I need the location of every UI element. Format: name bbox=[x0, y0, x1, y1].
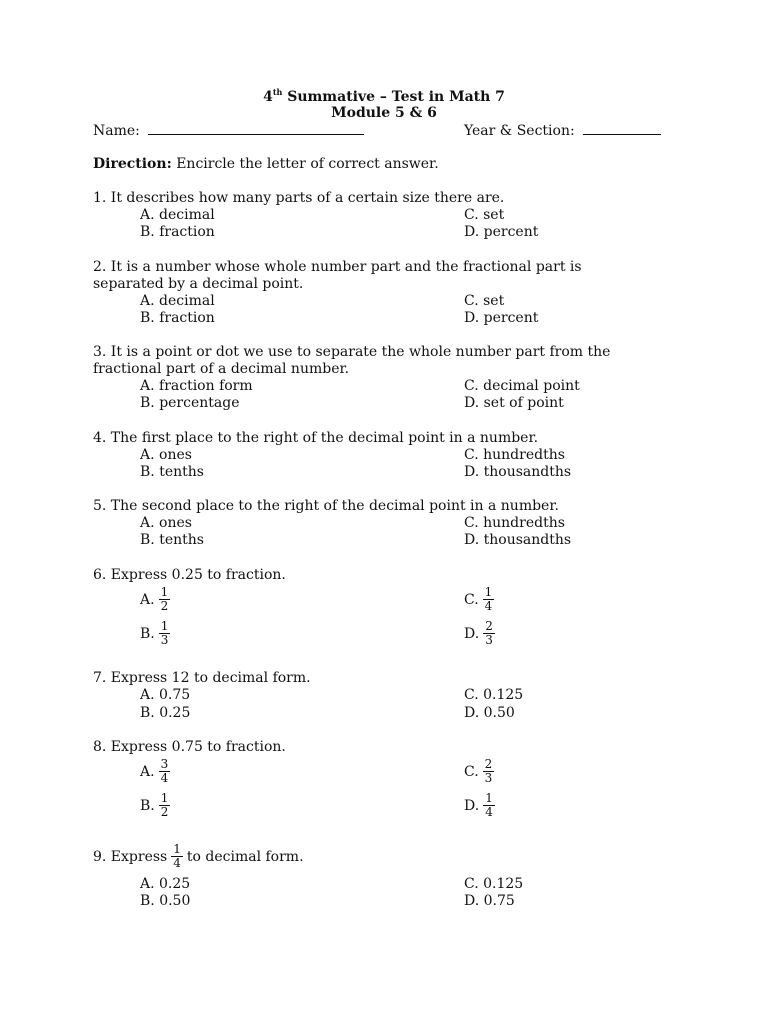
question-7-option-c[interactable]: C. 0.125 bbox=[464, 687, 524, 703]
question-2-option-d[interactable]: D. percent bbox=[464, 310, 539, 326]
question-8-option-c[interactable] bbox=[464, 758, 494, 785]
question-5-option-d[interactable]: D. thousandths bbox=[464, 532, 572, 548]
question-3-stem-line-1: 3. It is a point or dot we use to separate the whole number part from the bbox=[93, 344, 611, 360]
question-7-stem: 7. Express 12 to decimal form. bbox=[93, 670, 311, 686]
option-letter: D. bbox=[464, 625, 480, 642]
question-9-option-a[interactable]: A. 0.25 bbox=[140, 876, 191, 892]
question-5-option-a[interactable]: A. ones bbox=[140, 515, 192, 531]
fraction-denominator: 4 bbox=[485, 805, 493, 819]
question-7-option-b[interactable]: B. 0.25 bbox=[140, 705, 191, 721]
question-4-option-b[interactable]: B. tenths bbox=[140, 464, 204, 480]
fraction bbox=[171, 843, 183, 870]
option-letter: D. bbox=[464, 797, 480, 814]
question-3-option-b[interactable]: B. percentage bbox=[140, 395, 240, 411]
year-section-label: Year & Section: bbox=[464, 123, 575, 139]
question-6-option-b[interactable] bbox=[140, 620, 170, 647]
option-letter: A. bbox=[140, 763, 155, 780]
question-1-option-a[interactable]: A. decimal bbox=[140, 207, 215, 223]
option-letter: C. bbox=[464, 591, 479, 608]
fraction bbox=[483, 758, 495, 785]
question-9-option-d[interactable]: D. 0.75 bbox=[464, 893, 515, 909]
fraction-denominator: 3 bbox=[484, 771, 493, 785]
question-4-option-d[interactable]: D. thousandths bbox=[464, 464, 572, 480]
fraction bbox=[159, 758, 171, 785]
fraction-numerator: 1 bbox=[173, 842, 181, 856]
question-1-option-c[interactable]: C. set bbox=[464, 207, 505, 223]
question-3-option-a[interactable]: A. fraction form bbox=[140, 378, 253, 394]
question-8-option-a[interactable] bbox=[140, 758, 170, 785]
fraction-denominator: 3 bbox=[485, 633, 493, 647]
test-title bbox=[0, 87, 768, 105]
question-4-option-c[interactable]: C. hundredths bbox=[464, 447, 565, 463]
question-7-option-d[interactable]: D. 0.50 bbox=[464, 705, 515, 721]
question-5-option-c[interactable]: C. hundredths bbox=[464, 515, 565, 531]
option-letter: A. bbox=[140, 591, 155, 608]
question-4-option-a[interactable]: A. ones bbox=[140, 447, 192, 463]
fraction-denominator: 4 bbox=[173, 856, 181, 870]
question-2-stem-line-1: 2. It is a number whose whole number part and the fractional part is bbox=[93, 259, 582, 275]
question-8-option-d[interactable] bbox=[464, 792, 495, 819]
fraction-denominator: 4 bbox=[484, 599, 493, 613]
title-ordinal: 4 bbox=[263, 89, 273, 105]
fraction-denominator: 4 bbox=[160, 771, 169, 785]
question-5-stem: 5. The second place to the right of the decimal point in a number. bbox=[93, 498, 559, 514]
question-2-option-c[interactable]: C. set bbox=[464, 293, 505, 309]
year-section-field bbox=[464, 122, 661, 140]
test-subtitle: Module 5 & 6 bbox=[331, 105, 437, 121]
question-7-option-a[interactable]: A. 0.75 bbox=[140, 687, 191, 703]
question-2-option-b[interactable]: B. fraction bbox=[140, 310, 215, 326]
question-6-option-d[interactable] bbox=[464, 620, 495, 647]
question-6-option-c[interactable] bbox=[464, 586, 494, 613]
direction-text: Encircle the letter of correct answer. bbox=[176, 156, 439, 172]
fraction bbox=[483, 620, 495, 647]
title-ordinal-suffix: th bbox=[272, 87, 283, 97]
fraction bbox=[159, 586, 171, 613]
fraction-numerator: 1 bbox=[160, 791, 169, 805]
question-4-stem: 4. The first place to the right of the decimal point in a number. bbox=[93, 430, 539, 446]
question-1-option-b[interactable]: B. fraction bbox=[140, 224, 215, 240]
fraction-numerator: 2 bbox=[485, 619, 493, 633]
option-letter: B. bbox=[140, 625, 155, 642]
question-1-option-d[interactable]: D. percent bbox=[464, 224, 539, 240]
fraction bbox=[483, 792, 495, 819]
title-text: Summative – Test in Math 7 bbox=[287, 89, 505, 105]
fraction-numerator: 3 bbox=[160, 757, 169, 771]
direction-label: Direction: bbox=[93, 156, 172, 172]
question-9-stem bbox=[93, 843, 304, 870]
question-2-stem-line-2: separated by a decimal point. bbox=[93, 276, 304, 292]
fraction bbox=[159, 620, 171, 647]
fraction-numerator: 1 bbox=[485, 791, 493, 805]
name-label: Name: bbox=[93, 123, 140, 139]
question-9-stem-pre: 9. Express bbox=[93, 848, 168, 865]
question-3-option-c[interactable]: C. decimal point bbox=[464, 378, 580, 394]
question-9-option-c[interactable]: C. 0.125 bbox=[464, 876, 524, 892]
fraction-numerator: 1 bbox=[160, 585, 169, 599]
fraction bbox=[483, 586, 495, 613]
question-9-option-b[interactable]: B. 0.50 bbox=[140, 893, 191, 909]
question-2-option-a[interactable]: A. decimal bbox=[140, 293, 215, 309]
question-6-option-a[interactable] bbox=[140, 586, 170, 613]
question-8-option-b[interactable] bbox=[140, 792, 170, 819]
direction bbox=[93, 156, 439, 173]
question-5-option-b[interactable]: B. tenths bbox=[140, 532, 204, 548]
question-3-option-d[interactable]: D. set of point bbox=[464, 395, 564, 411]
year-section-blank[interactable] bbox=[583, 122, 661, 135]
fraction bbox=[159, 792, 171, 819]
name-field bbox=[93, 122, 364, 140]
question-3-stem-line-2: fractional part of a decimal number. bbox=[93, 361, 350, 377]
question-8-stem: 8. Express 0.75 to fraction. bbox=[93, 739, 286, 755]
fraction-denominator: 2 bbox=[160, 805, 169, 819]
fraction-numerator: 1 bbox=[484, 585, 493, 599]
fraction-numerator: 2 bbox=[484, 757, 493, 771]
option-letter: C. bbox=[464, 763, 479, 780]
question-6-stem: 6. Express 0.25 to fraction. bbox=[93, 567, 286, 583]
fraction-numerator: 1 bbox=[160, 619, 169, 633]
fraction-denominator: 2 bbox=[160, 599, 169, 613]
question-1-stem: 1. It describes how many parts of a certain size there are. bbox=[93, 190, 505, 206]
name-blank[interactable] bbox=[148, 122, 364, 135]
fraction-denominator: 3 bbox=[160, 633, 169, 647]
option-letter: B. bbox=[140, 797, 155, 814]
question-9-stem-post: to decimal form. bbox=[186, 848, 304, 865]
